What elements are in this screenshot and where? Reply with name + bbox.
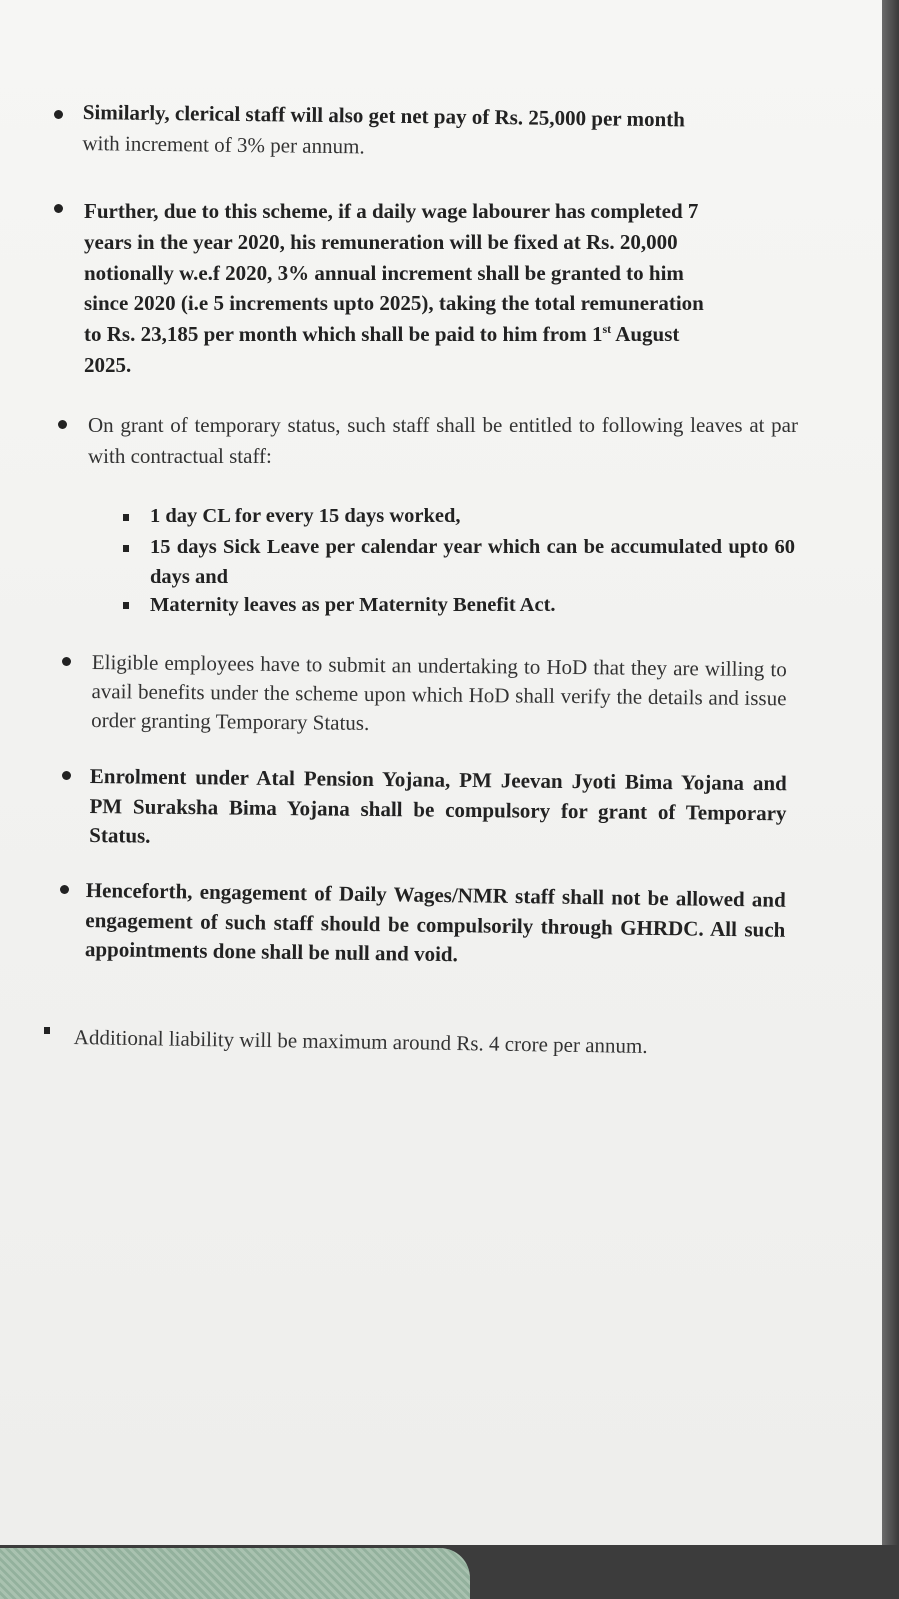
sub-bullet-marker: [123, 602, 129, 609]
bullet-line: to Rs. 23,185 per month which shall be paid to him from 1st August: [84, 322, 680, 347]
bullet-eligible-employees: Eligible employees have to submit an undertaking to HoD that they are willing to avail benefits under the scheme upon which HoD shall verify the details and issue order granting Temporary Status.: [91, 649, 787, 735]
bullet-henceforth: Henceforth, engagement of Daily Wages/NMR staff shall not be allowed and engagement of such staff should be compulsorily through GHRDC. All such appointments done shall be null and void.: [84, 877, 786, 967]
bullet-line: notionally w.e.f 2020, 3% annual increment shall be granted to him: [84, 260, 684, 285]
bullet-marker: [62, 771, 71, 780]
bullet-line: years in the year 2020, his remuneration will be fixed at Rs. 20,000: [84, 229, 678, 254]
bullet-line: Further, due to this scheme, if a daily wage labourer has completed 7: [84, 199, 699, 223]
bullet-clerical-staff: [82, 97, 798, 167]
bullet-marker: [54, 110, 63, 119]
bullet-marker: [60, 885, 69, 894]
bullet-enrolment: Enrolment under Atal Pension Yojana, PM Jeevan Jyoti Bima Yojana and PM Suraksha Bima Yojana shall be compulsory for grant of Temporary Status.: [89, 763, 787, 848]
sub-item-maternity: Maternity leaves as per Maternity Benefit Act.: [150, 594, 556, 616]
bullet-text-line2: with increment of 3% per annum.: [82, 130, 365, 158]
bullet-temporary-status-leaves: On grant of temporary status, such staff shall be entitled to following leaves at par with contractual staff:: [88, 413, 798, 468]
cloth-fabric: [0, 1548, 470, 1599]
background-edge: [882, 0, 899, 1599]
bullet-daily-wage-labourer: [84, 196, 798, 381]
bullet-line: since 2020 (i.e 5 increments upto 2025), taking the total remuneration: [84, 291, 704, 316]
sub-item-sick-leave: 15 days Sick Leave per calendar year which can be accumulated upto 60 days and: [150, 536, 795, 588]
bullet-marker: [62, 657, 71, 666]
sub-bullet-marker: [123, 514, 129, 521]
sub-bullet-marker: [123, 545, 129, 552]
bullet-marker: [44, 1027, 50, 1034]
bullet-marker: [58, 420, 67, 429]
bullet-text: Similarly, clerical staff will also get net pay of Rs. 25,000 per month: [82, 99, 686, 132]
sub-item-cl: 1 day CL for every 15 days worked,: [150, 505, 461, 527]
bullet-marker: [54, 204, 63, 213]
bullet-additional-liability: Additional liability will be maximum around Rs. 4 crore per annum.: [73, 1024, 648, 1059]
bullet-line: 2025.: [84, 352, 132, 377]
